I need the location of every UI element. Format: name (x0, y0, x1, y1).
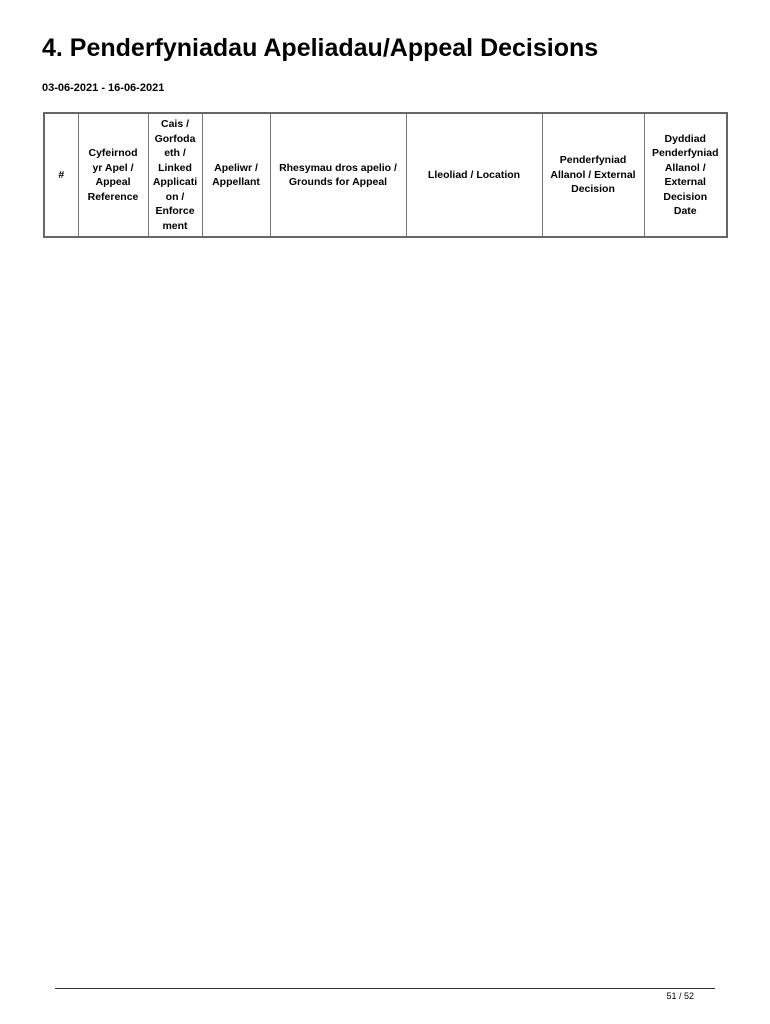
column-header-grounds-for-appeal: Rhesymau dros apelio / Grounds for Appeal (270, 113, 406, 237)
appeal-decisions-table (43, 112, 728, 238)
column-header-number: # (44, 113, 78, 237)
date-range: 03-06-2021 - 16-06-2021 (42, 82, 165, 94)
column-header-external-decision: Penderfyniad Allanol / External Decision (542, 113, 644, 237)
column-header-linked-application: Cais / Gorfoda eth / Linked Applicati on / Enforce ment (148, 113, 202, 237)
footer-divider (55, 988, 715, 989)
page-number: 51 / 52 (666, 991, 694, 1001)
column-header-appeal-reference: Cyfeirnod yr Apel / Appeal Reference (78, 113, 148, 237)
table-header-row (44, 113, 727, 237)
column-header-external-decision-date: Dyddiad Penderfyniad Allanol / External Decision Date (644, 113, 727, 237)
page-title: 4. Penderfyniadau Apeliadau/Appeal Decisions (42, 34, 599, 62)
column-header-location: Lleoliad / Location (406, 113, 542, 237)
column-header-appellant: Apeliwr / Appellant (202, 113, 270, 237)
